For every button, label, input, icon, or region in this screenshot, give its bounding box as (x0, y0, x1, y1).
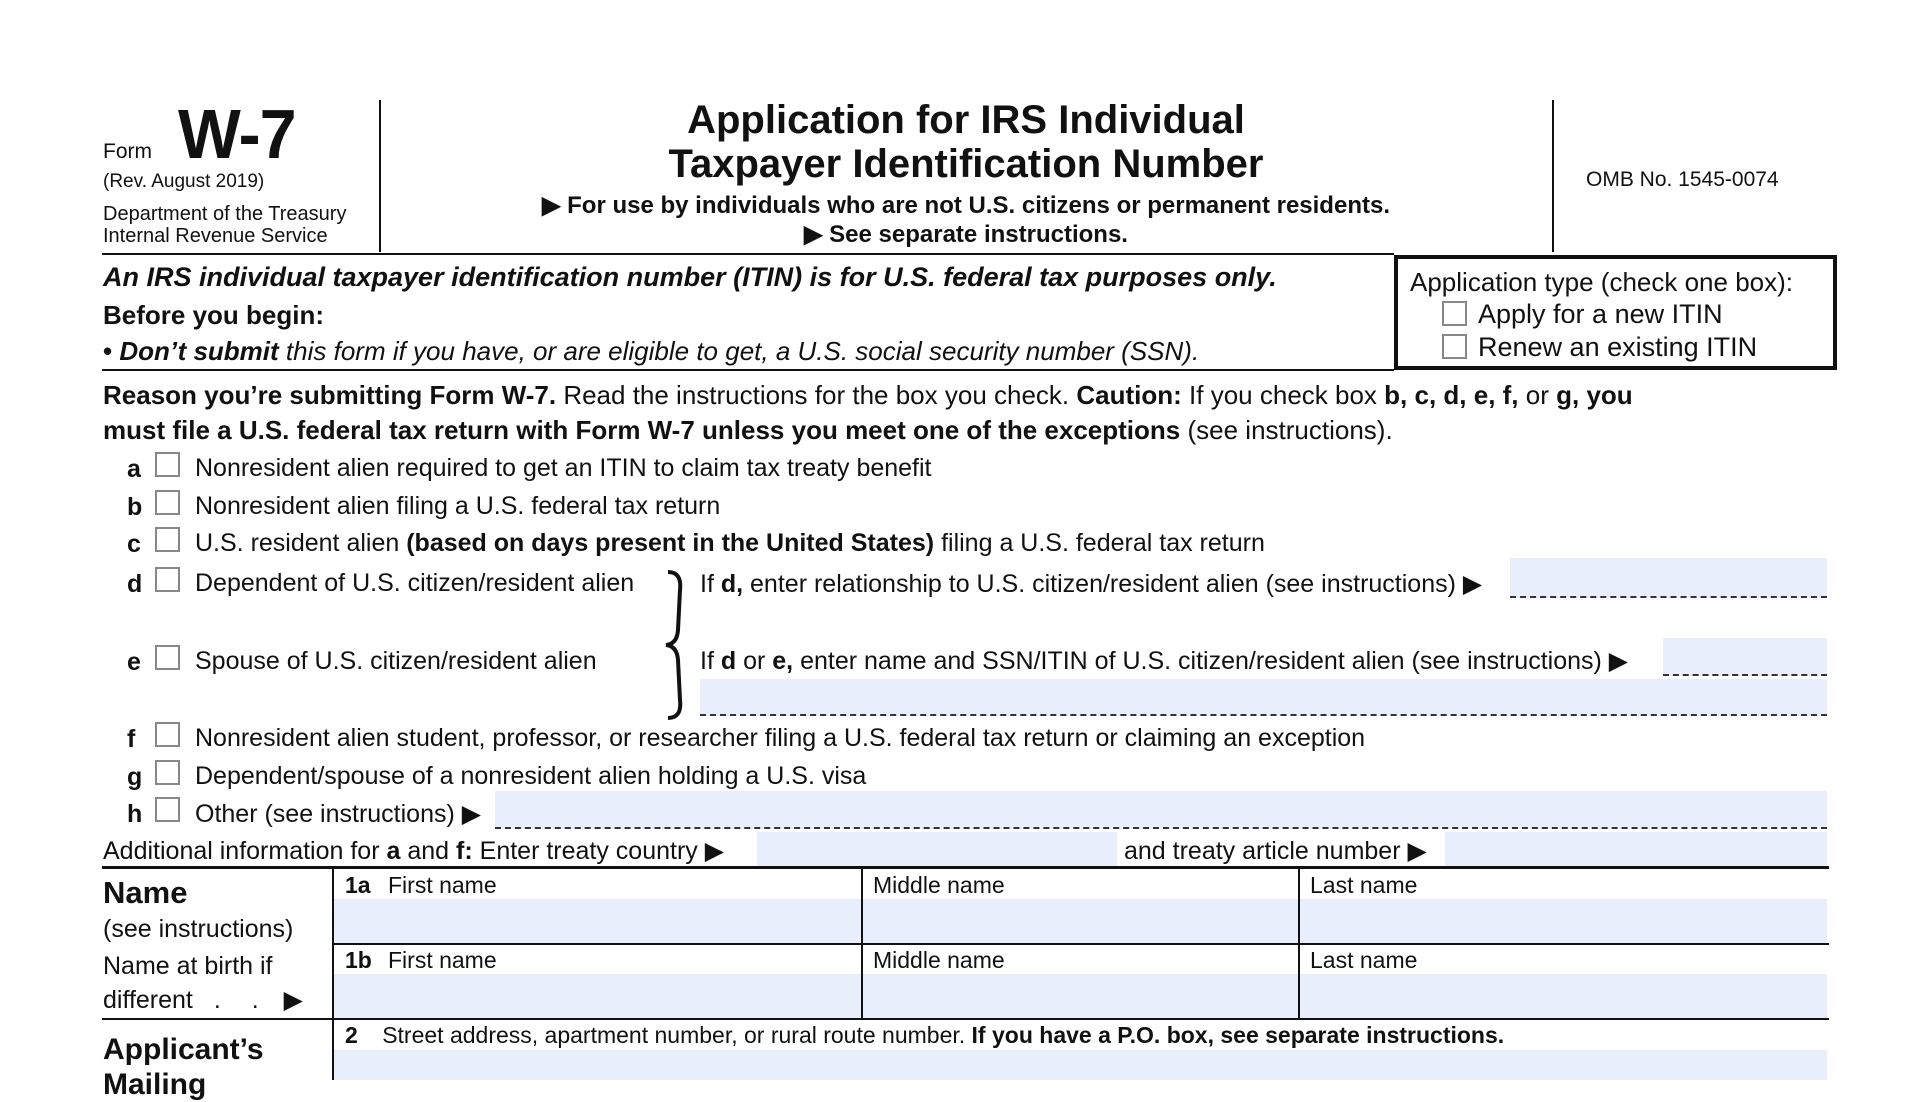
row-1a-rule (332, 943, 1829, 945)
option-letter-e: e (127, 648, 141, 676)
option-letter-c: c (127, 530, 141, 558)
agency-name: Internal Revenue Service (103, 225, 328, 247)
last-name-label-1a: Last name (1310, 872, 1418, 898)
option-b-text: Nonresident alien filing a U.S. federal tax return (195, 492, 721, 520)
checkbox-new-itin[interactable] (1442, 301, 1467, 326)
last-name-input-1a[interactable] (1300, 899, 1827, 943)
citizen-name-ssn-input[interactable] (1663, 638, 1827, 676)
arrow-icon: ▶ (1462, 570, 1483, 598)
treaty-article-input[interactable] (1445, 832, 1827, 866)
checkbox-f[interactable] (155, 722, 180, 747)
name-section-top-rule (102, 866, 1829, 869)
header-divider-right (1552, 100, 1554, 252)
treaty-country-input[interactable] (757, 832, 1117, 866)
option-new-itin: Apply for a new ITIN (1478, 299, 1723, 329)
itin-notice: An IRS individual taxpayer identification number (ITIN) is for U.S. federal tax purposes only. (103, 262, 1277, 292)
option-e-text: Spouse of U.S. citizen/resident alien (195, 647, 597, 675)
department-name: Department of the Treasury (103, 203, 347, 225)
option-letter-b: b (127, 493, 143, 521)
arrow-icon: ▶ (461, 800, 482, 828)
option-h-text: Other (see instructions) ▶ (195, 800, 482, 828)
line-2-number: 2 (345, 1022, 358, 1048)
option-letter-g: g (127, 763, 143, 791)
middle-name-label-1b: Middle name (873, 947, 1005, 973)
revision-date: (Rev. August 2019) (103, 171, 265, 192)
first-name-input-1a[interactable] (334, 899, 861, 943)
first-name-label-1a: First name (388, 872, 497, 898)
option-letter-h: h (127, 800, 143, 828)
arrow-icon: ▶ (283, 986, 303, 1014)
name-at-birth-label-line2: different . . ▶ (103, 986, 303, 1014)
dont-submit-label: Don’t submit (119, 336, 279, 366)
arrow-icon: ▶ (1407, 837, 1427, 865)
option-d-text: Dependent of U.S. citizen/resident alien (195, 569, 635, 597)
reason-paragraph-line2: must file a U.S. federal tax return with Form W-7 unless you meet one of the exceptions (see instructions). (103, 415, 1393, 445)
brace-icon (660, 570, 690, 720)
caution-label: Caution: (1076, 380, 1182, 410)
option-f-text: Nonresident alien student, professor, or researcher filing a U.S. federal tax return or claiming an exception (195, 724, 1366, 752)
mailing-heading-line1: Applicant’s (103, 1033, 264, 1066)
checkbox-c[interactable] (155, 527, 180, 552)
reason-paragraph-line1: Reason you’re submitting Form W-7. Read the instructions for the box you check. Caution: If you check box b, c, d, e, f, or g, you (103, 380, 1633, 410)
option-letter-d: d (127, 570, 143, 598)
header-rule (102, 253, 1394, 255)
street-address-label: 2 Street address, apartment number, or rural route number. If you have a P.O. box, see separate instructions. (345, 1022, 1505, 1048)
header-divider-left (379, 100, 381, 252)
first-name-input-1b[interactable] (334, 974, 861, 1018)
option-letter-a: a (127, 455, 141, 483)
form-subtitle (382, 191, 1550, 249)
checkbox-renew-itin[interactable] (1442, 334, 1467, 359)
application-type-label: Application type (check one box): (1410, 267, 1793, 297)
arrow-icon: ▶ (1608, 647, 1629, 675)
name-at-birth-label: Name at birth if (103, 952, 273, 980)
checkbox-d[interactable] (155, 567, 180, 592)
checkbox-b[interactable] (155, 490, 180, 515)
middle-name-input-1b[interactable] (863, 974, 1298, 1018)
arrow-icon: ▶ (804, 221, 823, 248)
last-name-label-1b: Last name (1310, 947, 1418, 973)
omb-number: OMB No. 1545-0074 (1586, 168, 1779, 191)
form-title-line2: Taxpayer Identification Number (668, 142, 1264, 186)
before-you-begin: Before you begin: (103, 300, 325, 330)
name-section-bottom-rule (102, 1018, 1829, 1020)
checkbox-g[interactable] (155, 760, 180, 785)
checkbox-h[interactable] (155, 797, 180, 822)
dont-submit-text: this form if you have, or are eligible to get, a U.S. social security number (SSN). (285, 336, 1200, 366)
option-a-text: Nonresident alien required to get an ITIN to claim tax treaty benefit (195, 454, 932, 482)
line-1b-number: 1b (345, 947, 372, 973)
subtitle-instructions: ▶ See separate instructions. (804, 221, 1128, 248)
ssn-warning (103, 336, 1199, 367)
name-heading: Name (103, 875, 188, 910)
bullet: • (103, 336, 113, 366)
middle-name-input-1a[interactable] (863, 899, 1298, 943)
other-reason-input[interactable] (495, 791, 1827, 829)
line-1a-number: 1a (345, 872, 371, 898)
treaty-country-label: Additional information for a and f: Enter treaty country ▶ (103, 837, 724, 865)
first-name-label-1b: First name (388, 947, 497, 973)
option-letter-f: f (127, 725, 136, 753)
arrow-icon: ▶ (542, 192, 561, 219)
middle-name-label-1a: Middle name (873, 872, 1005, 898)
form-title (382, 98, 1550, 186)
reason-heading: Reason you’re submitting Form W-7. (103, 380, 557, 410)
relationship-input[interactable] (1510, 558, 1827, 598)
checkbox-a[interactable] (155, 452, 180, 477)
form-number: W-7 (178, 95, 296, 173)
citizen-name-ssn-input-line2[interactable] (700, 679, 1827, 716)
application-type-box (1394, 255, 1837, 370)
citizen-name-ssn-label: If d or e, enter name and SSN/ITIN of U.S. citizen/resident alien (see instructions) ▶ (700, 647, 1629, 675)
last-name-input-1b[interactable] (1300, 974, 1827, 1018)
street-address-input[interactable] (334, 1050, 1827, 1080)
treaty-article-label: and treaty article number ▶ (1124, 837, 1427, 865)
arrow-icon: ▶ (704, 837, 724, 865)
form-word: Form (103, 140, 152, 163)
relationship-label: If d, enter relationship to U.S. citizen/resident alien (see instructions) ▶ (700, 570, 1483, 598)
subtitle-eligibility: ▶ For use by individuals who are not U.S. citizens or permanent residents. (542, 192, 1390, 219)
name-see-instructions: (see instructions) (103, 915, 294, 943)
option-g-text: Dependent/spouse of a nonresident alien holding a U.S. visa (195, 762, 867, 790)
option-renew-itin: Renew an existing ITIN (1478, 332, 1758, 362)
mailing-heading-line2: Mailing (103, 1068, 207, 1101)
option-c-text: U.S. resident alien (based on days present in the United States) filing a U.S. federal tax return (195, 529, 1265, 557)
intro-rule (102, 369, 1394, 371)
checkbox-e[interactable] (155, 645, 180, 670)
form-title-line1: Application for IRS Individual (687, 98, 1245, 142)
